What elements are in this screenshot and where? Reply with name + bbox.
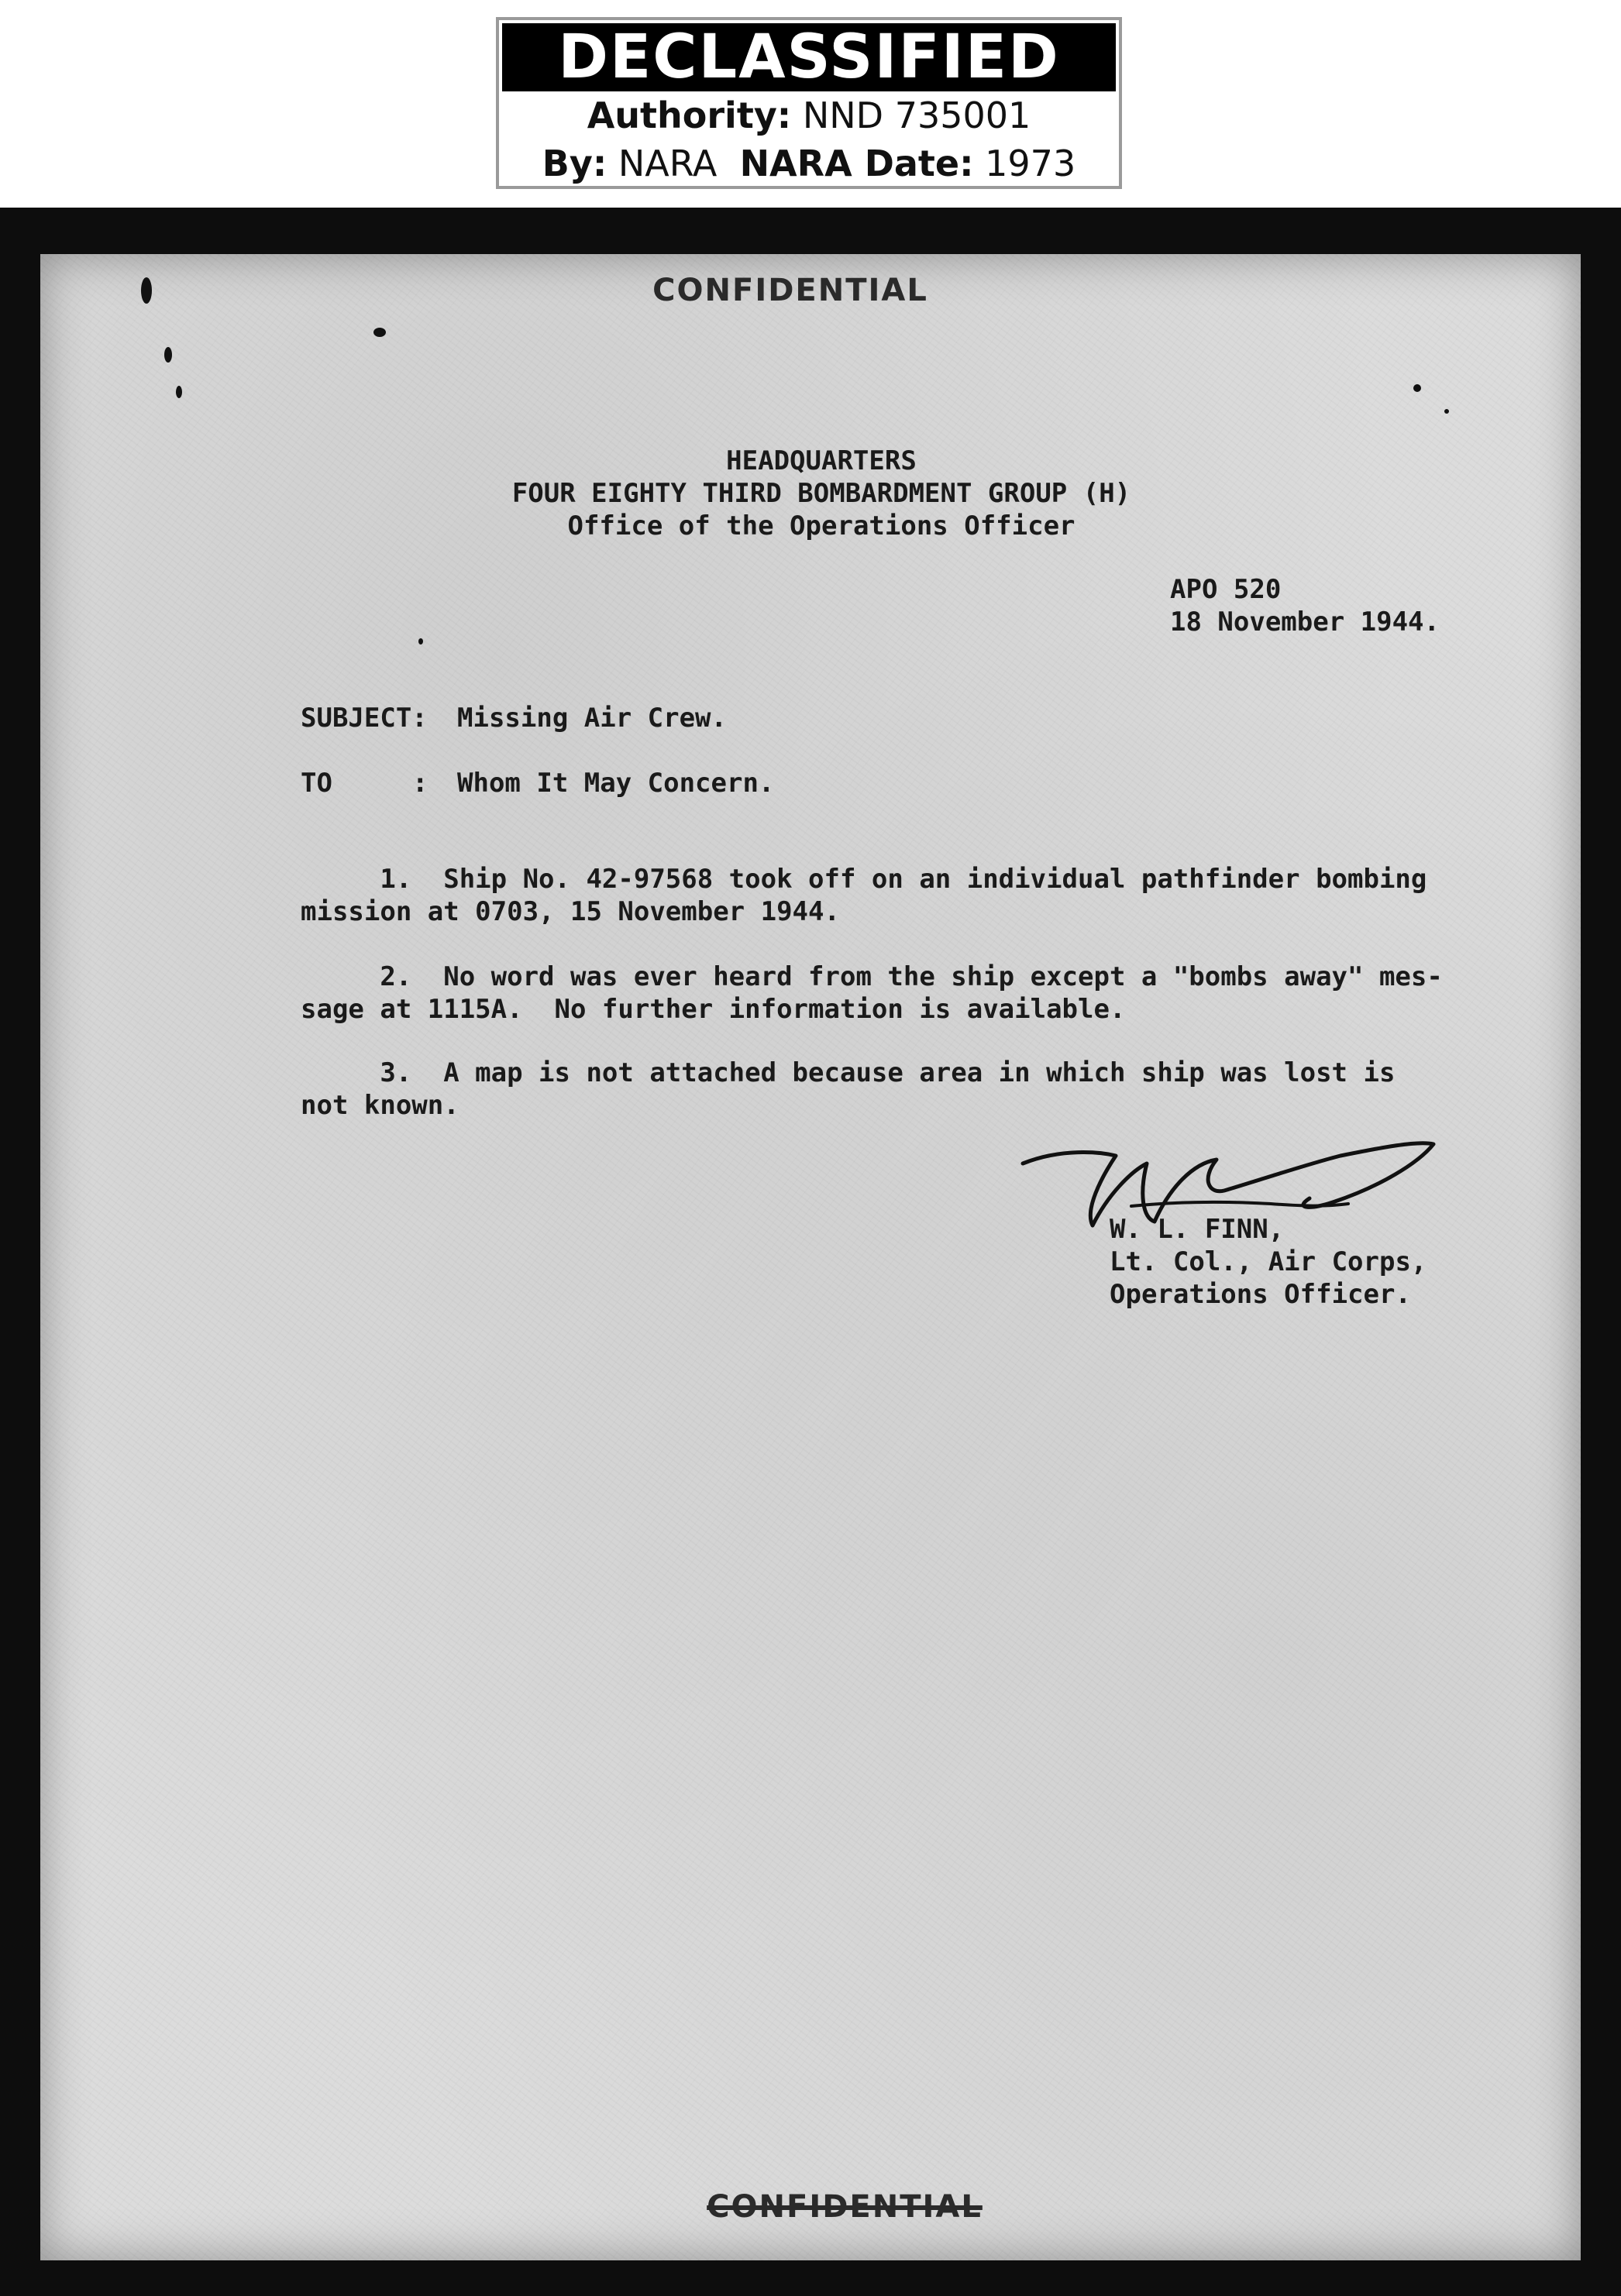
paragraph-3-line-2: not known. bbox=[301, 1090, 459, 1121]
classification-bottom: CONFIDENTIAL bbox=[707, 2189, 983, 2225]
paragraph-2-line-2: sage at 1115A. No further information is available. bbox=[301, 994, 1126, 1025]
signatory-rank: Lt. Col., Air Corps, bbox=[1110, 1246, 1427, 1277]
stamp-date-value: 1973 bbox=[985, 143, 1076, 184]
declassification-stamp bbox=[496, 17, 1122, 189]
scan-speck bbox=[141, 277, 152, 304]
stamp-by-label: By: bbox=[542, 143, 607, 184]
to-value: Whom It May Concern. bbox=[457, 768, 775, 799]
header-line-2: FOUR EIGHTY THIRD BOMBARDMENT GROUP (H) bbox=[511, 478, 1131, 509]
classification-top: CONFIDENTIAL bbox=[652, 273, 928, 308]
signatory-name: W. L. FINN, bbox=[1110, 1214, 1285, 1245]
paragraph-2-line-1: 2. No word was ever heard from the ship except a "bombs away" mes- bbox=[301, 961, 1443, 992]
stamp-authority-value: NND 735001 bbox=[802, 95, 1031, 136]
stamp-by-value: NARA bbox=[618, 143, 718, 184]
document-date: 18 November 1944. bbox=[1170, 607, 1440, 638]
stamp-authority-label: Authority: bbox=[587, 95, 792, 136]
scan-speck bbox=[418, 638, 423, 644]
stamp-title: DECLASSIFIED bbox=[502, 23, 1116, 91]
subject-value: Missing Air Crew. bbox=[457, 703, 727, 734]
scan-speck bbox=[164, 347, 172, 363]
stamp-authority-line bbox=[499, 95, 1119, 136]
subject-label: SUBJECT: bbox=[301, 703, 428, 734]
paragraph-1-line-1: 1. Ship No. 42-97568 took off on an individual pathfinder bombing bbox=[301, 864, 1427, 895]
to-label: TO bbox=[301, 768, 332, 799]
header-line-1: HEADQUARTERS bbox=[726, 445, 917, 476]
scan-speck bbox=[1413, 384, 1421, 392]
paragraph-1-line-2: mission at 0703, 15 November 1944. bbox=[301, 896, 840, 927]
scan-speck bbox=[1444, 409, 1449, 414]
signatory-title: Operations Officer. bbox=[1110, 1279, 1411, 1310]
paragraph-3-line-1: 3. A map is not attached because area in which ship was lost is bbox=[301, 1057, 1396, 1088]
scan-speck bbox=[176, 386, 182, 398]
to-colon: : bbox=[412, 768, 428, 799]
stamp-by-line bbox=[499, 143, 1119, 184]
apo-number: APO 520 bbox=[1170, 574, 1282, 605]
stamp-date-label: NARA Date: bbox=[739, 143, 974, 184]
header-line-3: Office of the Operations Officer bbox=[567, 510, 1076, 541]
scan-speck bbox=[373, 328, 386, 337]
